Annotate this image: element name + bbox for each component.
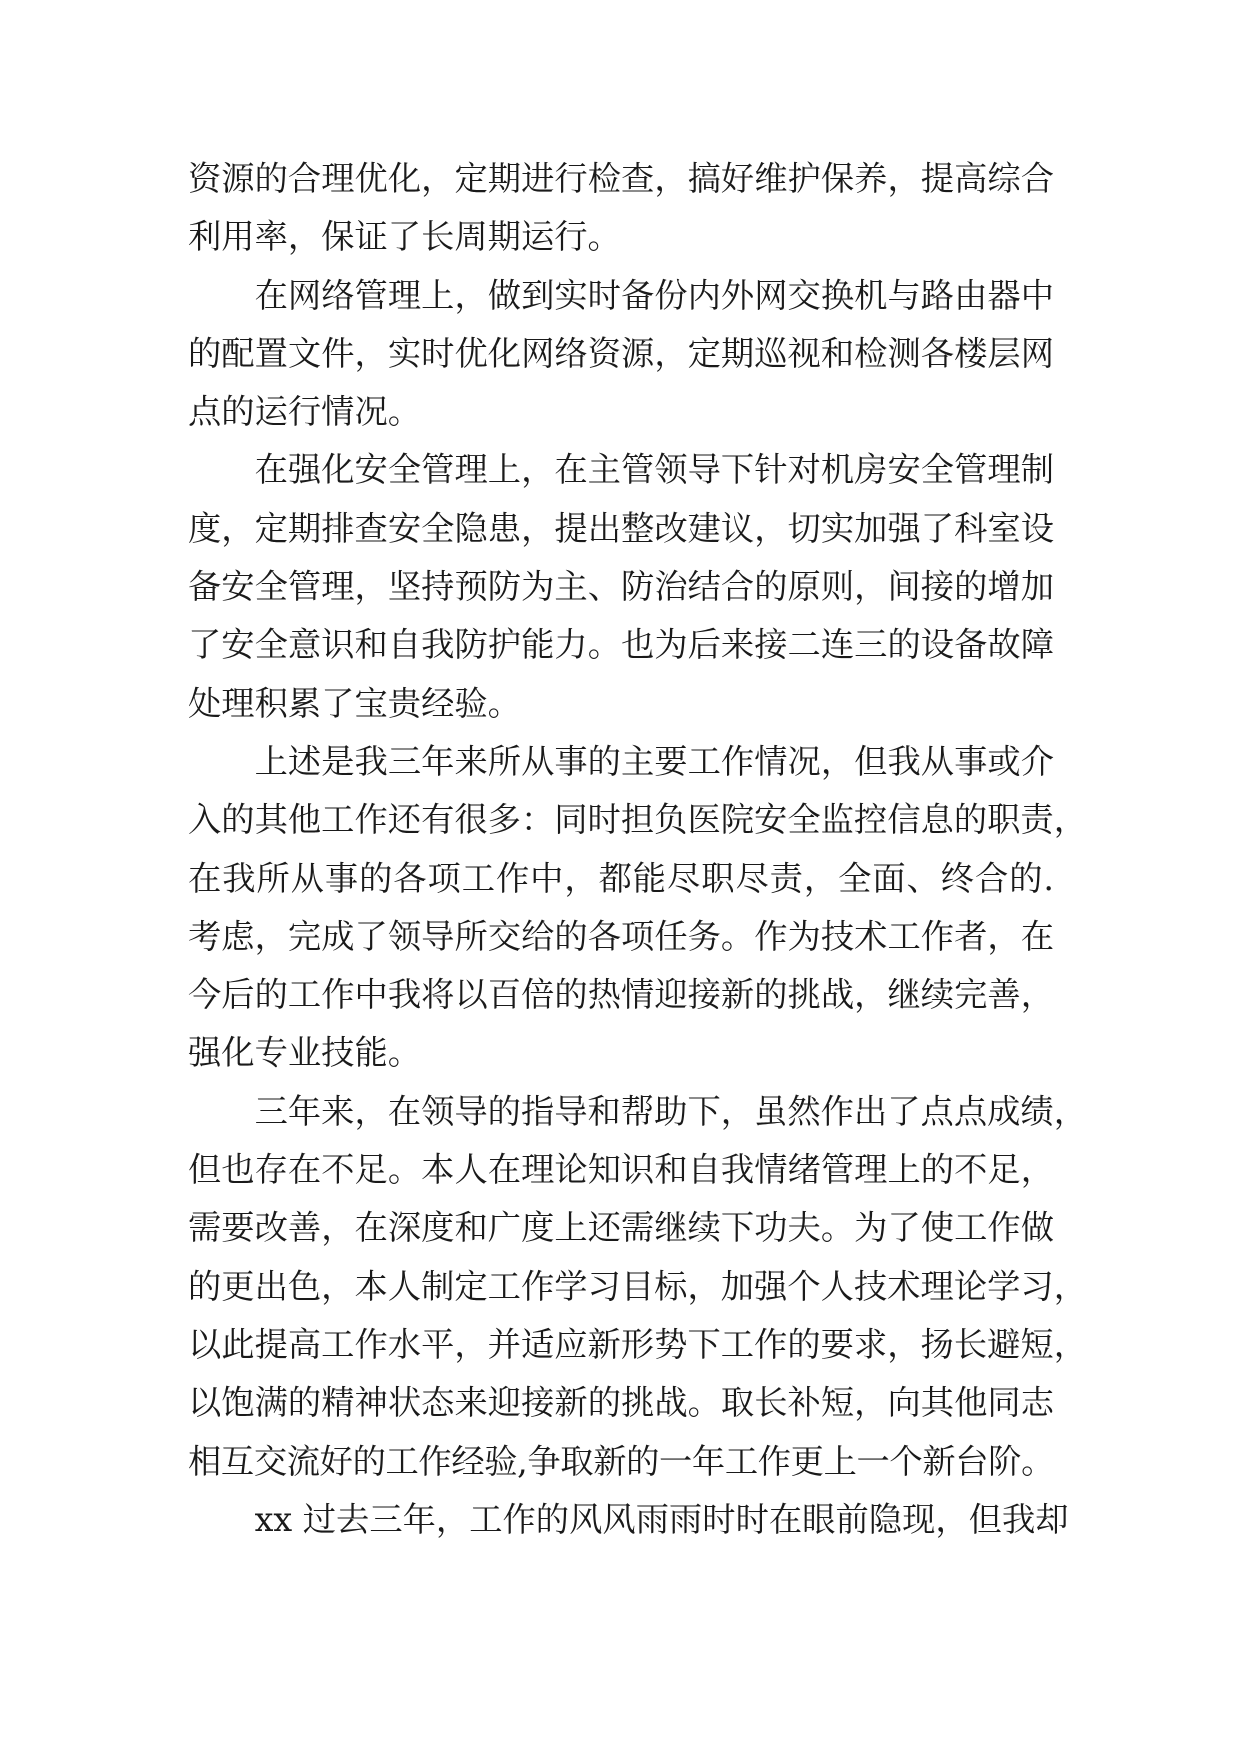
text-line: xx 过去三年，工作的风风雨雨时时在眼前隐现，但我却: [254, 1499, 1069, 1539]
text-line: 备安全管理，坚持预防为主、防治结合的原则，间接的增加: [188, 567, 1054, 607]
text-line: 在强化安全管理上，在主管领导下针对机房安全管理制: [254, 450, 1054, 490]
text-line: 资源的合理优化，定期进行检查，搞好维护保养，提高综合: [188, 159, 1054, 198]
text-line: 考虑，完成了领导所交给的各项任务。作为技术工作者，在: [188, 916, 1054, 956]
text-line: 强化专业技能。: [188, 1033, 422, 1073]
paragraph: [188, 441, 1054, 732]
paragraph: [188, 267, 1054, 442]
text-line: 上述是我三年来所从事的主要工作情况，但我从事或介: [254, 741, 1054, 781]
text-line: 的配置文件，实时优化网络资源，定期巡视和检测各楼层网: [188, 333, 1054, 373]
text-line: 在我所从事的各项工作中，都能尽职尽责，全面、终合的.: [188, 858, 1054, 898]
paragraph: [188, 733, 1088, 1083]
text-line: 度，定期排查安全隐患，提出整改建议，切实加强了科室设: [188, 508, 1054, 548]
text-line: 但也存在不足。本人在理论知识和自我情绪管理上的不足，: [188, 1150, 1054, 1190]
body-text: [188, 150, 1088, 1549]
text-line: 的更出色，本人制定工作学习目标，加强个人技术理论学习，: [188, 1266, 1088, 1306]
text-line: 在网络管理上，做到实时备份内外网交换机与路由器中: [254, 275, 1054, 315]
text-line: 以饱满的精神状态来迎接新的挑战。取长补短，向其他同志: [188, 1383, 1054, 1423]
paragraph: [188, 1491, 1069, 1549]
text-line: 以此提高工作水平，并适应新形势下工作的要求，扬长避短，: [188, 1324, 1088, 1364]
text-line: 需要改善，在深度和广度上还需继续下功夫。为了使工作做: [188, 1208, 1054, 1248]
text-line: 利用率，保证了长周期运行。: [188, 217, 621, 257]
text-line: 相互交流好的工作经验,争取新的一年工作更上一个新台阶。: [188, 1441, 1054, 1481]
text-line: 点的运行情况。: [188, 392, 422, 432]
text-line: 了安全意识和自我防护能力。也为后来接二连三的设备故障: [188, 625, 1054, 665]
text-line: 处理积累了宝贵经验。: [188, 683, 521, 723]
paragraph: [188, 1083, 1088, 1491]
text-line: 入的其他工作还有很多：同时担负医院安全监控信息的职责，: [188, 800, 1088, 840]
text-line: 今后的工作中我将以百倍的热情迎接新的挑战，继续完善，: [188, 975, 1054, 1015]
text-line: 三年来，在领导的指导和帮助下，虽然作出了点点成绩，: [254, 1091, 1088, 1131]
paragraph: [188, 150, 1054, 267]
